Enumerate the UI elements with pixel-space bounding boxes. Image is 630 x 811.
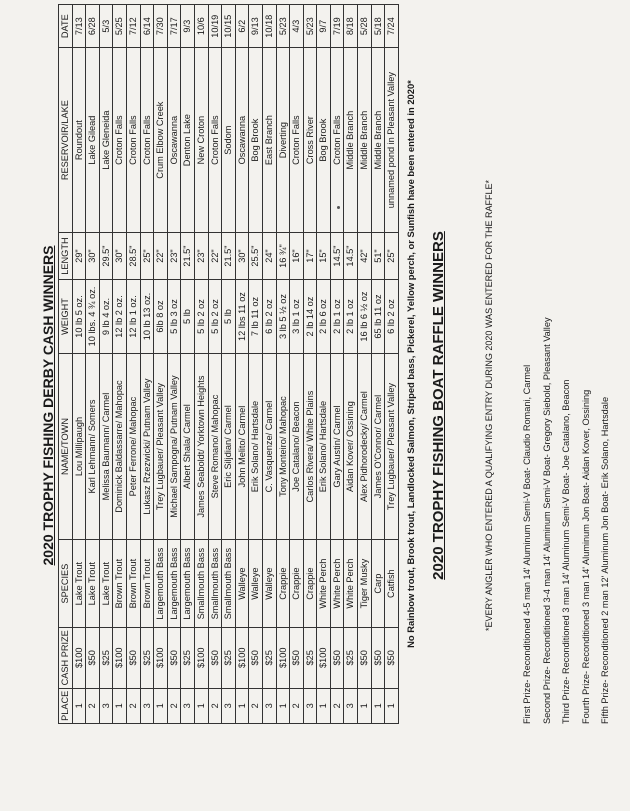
cell-date: 5/25 — [113, 5, 127, 48]
cell-length: 23" — [194, 232, 208, 279]
table-row — [317, 5, 331, 724]
table-row — [99, 5, 113, 724]
cell-reservoir-lake: Sodom — [222, 48, 236, 232]
cell-weight: 10 lb 5 oz. — [72, 280, 86, 354]
cell-weight: 6 lb 2 oz — [262, 280, 276, 354]
cell-weight: 3 lb 5 ½ oz — [276, 280, 290, 354]
cell-length: 23" — [167, 232, 181, 279]
cell-place: 2 — [126, 688, 140, 723]
table-row — [181, 5, 195, 724]
cell-name-town: Erik Solano/ Hartsdale — [249, 353, 263, 539]
cell-species: White Perch — [330, 540, 344, 628]
cell-name-town: Karl Lehmann/ Somers — [86, 353, 100, 539]
cell-date: 4/3 — [290, 5, 304, 48]
cell-reservoir-lake: Croton Falls — [290, 48, 304, 232]
cell-name-town: James O'Connor/ Carmel — [371, 353, 385, 539]
cell-cash-prize: $25 — [344, 627, 358, 688]
cell-species: Smallmouth Bass — [222, 540, 236, 628]
table-row — [126, 5, 140, 724]
cell-weight: 9 lb 4 oz. — [99, 280, 113, 354]
cell-length: 14.5" — [330, 232, 344, 279]
cell-place: 1 — [317, 688, 331, 723]
table-row — [72, 5, 86, 724]
cell-length: 21.5" — [181, 232, 195, 279]
cell-length: 16" — [290, 232, 304, 279]
cell-length: 24" — [262, 232, 276, 279]
cell-species: Brown Trout — [140, 540, 154, 628]
table-row — [330, 5, 344, 724]
prize-first: First Prize- Reconditioned 4-5 man 14' Aluminum Semi-V Boat- Claudio Romani, Carmel — [522, 364, 532, 724]
cell-reservoir-lake: East Branch — [262, 48, 276, 232]
cell-reservoir-lake: Middle Branch — [371, 48, 385, 232]
cell-name-town: Melissa Baumann/ Carmel — [99, 353, 113, 539]
cell-cash-prize: $50 — [86, 627, 100, 688]
header-reservoir-lake: RESERVOIR/LAKE — [59, 48, 73, 232]
cell-length: 42" — [358, 232, 372, 279]
cell-cash-prize: $50 — [385, 627, 399, 688]
cell-species: Brown Trout — [126, 540, 140, 628]
cell-reservoir-lake: Croton Falls — [330, 48, 344, 232]
cell-date: 5/3 — [99, 5, 113, 48]
cell-place: 1 — [154, 688, 168, 723]
cell-length: 25.5" — [249, 232, 263, 279]
cell-length: 15" — [317, 232, 331, 279]
cell-name-town: Lukasz Rzezwicki/ Putnam Valley — [140, 353, 154, 539]
cell-place: 2 — [86, 688, 100, 723]
table-row — [385, 5, 399, 724]
cell-weight: 3 lb 1 oz — [290, 280, 304, 354]
cell-place: 1 — [194, 688, 208, 723]
cell-date: 9/13 — [249, 5, 263, 48]
cell-reservoir-lake: Denton Lake — [181, 48, 195, 232]
cell-length: 51" — [371, 232, 385, 279]
cell-date: 7/13 — [72, 5, 86, 48]
cell-date: 10/18 — [262, 5, 276, 48]
cell-date: 8/18 — [344, 5, 358, 48]
table-row — [86, 5, 100, 724]
cell-place: 1 — [385, 688, 399, 723]
cell-reservoir-lake: Croton Falls — [140, 48, 154, 232]
cell-cash-prize: $25 — [181, 627, 195, 688]
header-length: LENGTH — [59, 232, 73, 279]
prize-third: Third Prize- Reconditioned 3 man 14' Aluminum Semi-V Boat- Joe Catalano, Beacon — [561, 379, 571, 724]
cell-name-town: C. Vasquenze/ Carmel — [262, 353, 276, 539]
cell-reservoir-lake: Croton Falls — [126, 48, 140, 232]
cell-name-town: James Seaboldt/ Yorktown Heights — [194, 353, 208, 539]
cell-name-town: Carlos Rivera/ White Plains — [303, 353, 317, 539]
table-header-row — [59, 5, 73, 724]
prize-fourth: Fourth Prize- Reconditioned 3 man 14' Aluminum Jon Boat- Aidan Kover, Ossining — [580, 389, 591, 724]
table-row — [154, 5, 168, 724]
cell-name-town: Aidan Kover/ Ossining — [344, 353, 358, 539]
cell-length: 22" — [208, 232, 222, 279]
table-body — [72, 5, 398, 724]
cell-species: Catfish — [385, 540, 399, 628]
cell-reservoir-lake: Bog Brook — [249, 48, 263, 232]
cell-date: 10/15 — [222, 5, 236, 48]
cell-name-town: Peter Ferrone/ Mahopac — [126, 353, 140, 539]
table-row — [358, 5, 372, 724]
cell-cash-prize: $50 — [330, 627, 344, 688]
cell-cash-prize: $25 — [303, 627, 317, 688]
cell-cash-prize: $50 — [208, 627, 222, 688]
cell-name-town: Gary Austin/ Carmel — [330, 353, 344, 539]
cell-date: 9/7 — [317, 5, 331, 48]
cell-name-town: Trey Lugbauer/ Pleasant Valley — [154, 353, 168, 539]
cell-cash-prize: $100 — [72, 627, 86, 688]
cell-weight: 65 lb 11 oz — [371, 280, 385, 354]
cell-place: 3 — [99, 688, 113, 723]
table-row — [194, 5, 208, 724]
cell-species: Walleye — [249, 540, 263, 628]
cell-length: 22" — [154, 232, 168, 279]
cell-weight: 5 lb 3 oz — [167, 280, 181, 354]
cell-cash-prize: $100 — [235, 627, 249, 688]
cell-date: 7/12 — [126, 5, 140, 48]
cell-species: Smallmouth Bass — [194, 540, 208, 628]
header-date: DATE — [59, 5, 73, 48]
cell-cash-prize: $100 — [194, 627, 208, 688]
cell-date: 6/2 — [235, 5, 249, 48]
cell-place: 3 — [344, 688, 358, 723]
cell-date: 7/17 — [167, 5, 181, 48]
cell-reservoir-lake: unnamed pond in Pleasant Valley — [385, 48, 399, 232]
header-place: PLACE — [59, 688, 73, 723]
cell-species: Tiger Musky — [358, 540, 372, 628]
cell-weight: 12 lbs 11 oz — [235, 280, 249, 354]
cell-place: 3 — [140, 688, 154, 723]
cell-name-town: Joe Catalano/ Beacon — [290, 353, 304, 539]
cell-place: 2 — [167, 688, 181, 723]
cell-name-town: Trey Lugbauer/ Pleasant Valley — [385, 353, 399, 539]
cell-date: 7/24 — [385, 5, 399, 48]
cell-name-town: Albert Shala/ Carmel — [181, 353, 195, 539]
cell-name-town: Tony Monteiro/ Mahopac — [276, 353, 290, 539]
cell-weight: 6 lb 2 oz — [385, 280, 399, 354]
cell-cash-prize: $50 — [358, 627, 372, 688]
cell-weight: 2 lb 1 oz — [330, 280, 344, 354]
cell-species: Crappie — [290, 540, 304, 628]
cell-weight: 5 lb 2 oz — [208, 280, 222, 354]
cell-length: 30" — [86, 232, 100, 279]
cell-place: 1 — [358, 688, 372, 723]
cell-place: 2 — [249, 688, 263, 723]
cell-reservoir-lake: Oscawanna — [167, 48, 181, 232]
cell-place: 1 — [113, 688, 127, 723]
cell-weight: 16 lb 6 ½ oz — [358, 280, 372, 354]
cell-reservoir-lake: Middle Branch — [358, 48, 372, 232]
table-row — [290, 5, 304, 724]
derby-winners-table — [58, 4, 399, 724]
cell-species: Largemouth Bass — [181, 540, 195, 628]
table-row — [208, 5, 222, 724]
cell-length: 28.5" — [126, 232, 140, 279]
cell-date: 5/23 — [276, 5, 290, 48]
prize-fifth: Fifth Prize- Reconditioned 2 man 12' Aluminum Jon Boat- Erik Solano, Hartsdale — [600, 396, 610, 724]
cell-date: 5/23 — [303, 5, 317, 48]
cell-cash-prize: $25 — [99, 627, 113, 688]
cell-cash-prize: $25 — [140, 627, 154, 688]
cell-place: 2 — [330, 688, 344, 723]
cell-place: 3 — [222, 688, 236, 723]
table-row — [113, 5, 127, 724]
cell-date: 6/28 — [86, 5, 100, 48]
cell-reservoir-lake: Crum Elbow Creek — [154, 48, 168, 232]
cell-name-town: Dominick Baldassarre/ Mahopac — [113, 353, 127, 539]
table-row — [344, 5, 358, 724]
cell-length: 29" — [72, 232, 86, 279]
cell-reservoir-lake: New Croton — [194, 48, 208, 232]
cell-weight: 12 lb 1 oz. — [126, 280, 140, 354]
cell-place: 1 — [371, 688, 385, 723]
cell-reservoir-lake: Oscawanna — [235, 48, 249, 232]
cell-place: 3 — [303, 688, 317, 723]
cell-reservoir-lake: Cross River — [303, 48, 317, 232]
cell-species: Walleye — [262, 540, 276, 628]
table-row — [249, 5, 263, 724]
cell-species: Smallmouth Bass — [208, 540, 222, 628]
cell-species: Walleye — [235, 540, 249, 628]
cell-weight: 2 lb 14 oz — [303, 280, 317, 354]
cell-name-town: Erik Solano/ Hartsdale — [317, 353, 331, 539]
cell-reservoir-lake: Middle Branch — [344, 48, 358, 232]
cell-cash-prize: $100 — [317, 627, 331, 688]
cell-length: 25" — [385, 232, 399, 279]
cell-name-town: Michael Sampogna/ Putnam Valley — [167, 353, 181, 539]
cell-weight: 5 lb — [222, 280, 236, 354]
cell-reservoir-lake: Diverting — [276, 48, 290, 232]
cell-cash-prize: $25 — [262, 627, 276, 688]
cell-cash-prize: $50 — [249, 627, 263, 688]
cell-species: Largemouth Bass — [167, 540, 181, 628]
cell-species: White Perch — [344, 540, 358, 628]
cell-length: 30" — [235, 232, 249, 279]
cell-species: Brown Trout — [113, 540, 127, 628]
table-row — [222, 5, 236, 724]
table-row — [140, 5, 154, 724]
cell-species: Lake Trout — [99, 540, 113, 628]
cell-weight: 10 lbs. 4 ¾ oz. — [86, 280, 100, 354]
table-row — [167, 5, 181, 724]
cell-length: 25" — [140, 232, 154, 279]
table-row — [303, 5, 317, 724]
cell-name-town: John Melito/ Carmel — [235, 353, 249, 539]
cell-place: 1 — [72, 688, 86, 723]
cell-species: Crappie — [276, 540, 290, 628]
cell-date: 7/19 — [330, 5, 344, 48]
cell-length: 17" — [303, 232, 317, 279]
cell-name-town: Eric Siljdian/ Carmel — [222, 353, 236, 539]
species-note: No Rainbow trout, Brook trout, Landlocked Salmon, Striped bass, Pickerel, Yellow perch, or Sunfish have been entered in 2020* — [405, 80, 416, 648]
cell-reservoir-lake: Bog Brook — [317, 48, 331, 232]
header-cash-prize: CASH PRIZE — [59, 627, 73, 688]
cell-reservoir-lake: Croton Falls — [113, 48, 127, 232]
cell-species: Lake Trout — [72, 540, 86, 628]
cell-reservoir-lake: Roundout — [72, 48, 86, 232]
cell-cash-prize: $50 — [290, 627, 304, 688]
cell-date: 6/14 — [140, 5, 154, 48]
cell-name-town: Alex Pidhorodecky/ Carmel — [358, 353, 372, 539]
cell-length: 16 ¾" — [276, 232, 290, 279]
header-name-town: NAME/TOWN — [59, 353, 73, 539]
table-row — [276, 5, 290, 724]
cell-species: Carp — [371, 540, 385, 628]
cell-place: 3 — [262, 688, 276, 723]
cell-species: Lake Trout — [86, 540, 100, 628]
cell-weight: 10 lb 13 oz. — [140, 280, 154, 354]
cell-place: 3 — [181, 688, 195, 723]
cell-place: 1 — [276, 688, 290, 723]
cell-length: 30" — [113, 232, 127, 279]
cell-weight: 12 lb 2 oz. — [113, 280, 127, 354]
cell-name-town: Lou Millipaugh — [72, 353, 86, 539]
table-row — [262, 5, 276, 724]
cell-length: 21.5" — [222, 232, 236, 279]
table-row — [235, 5, 249, 724]
cell-weight: 2 lb 1 oz — [344, 280, 358, 354]
derby-title: 2020 TROPHY FISHING DERBY CASH WINNERS — [40, 245, 56, 566]
cell-weight: 2 lb 6 oz — [317, 280, 331, 354]
raffle-note: *EVERY ANGLER WHO ENTERED A QUALIFYING ENTRY DURING 2020 WAS ENTERED FOR THE RAFFLE* — [484, 180, 494, 631]
cell-weight: 7 lb 11 oz — [249, 280, 263, 354]
cell-length: 29.5" — [99, 232, 113, 279]
cell-date: 5/28 — [358, 5, 372, 48]
cell-reservoir-lake: Croton Falls — [208, 48, 222, 232]
cell-species: White Perch — [317, 540, 331, 628]
table-row — [371, 5, 385, 724]
cell-name-town: Steve Romano/ Mahopac — [208, 353, 222, 539]
cell-reservoir-lake: Lake Gilead — [86, 48, 100, 232]
cell-cash-prize: $100 — [276, 627, 290, 688]
cell-reservoir-lake: Lake Gleneida — [99, 48, 113, 232]
cell-place: 2 — [208, 688, 222, 723]
cell-cash-prize: $50 — [167, 627, 181, 688]
cell-date: 10/19 — [208, 5, 222, 48]
header-weight: WEIGHT — [59, 280, 73, 354]
cell-weight: 6lb 8 oz — [154, 280, 168, 354]
cell-cash-prize: $50 — [126, 627, 140, 688]
cell-date: 9/3 — [181, 5, 195, 48]
cell-length: 14.5" — [344, 232, 358, 279]
cell-species: Largemouth Bass — [154, 540, 168, 628]
cell-date: 10/6 — [194, 5, 208, 48]
raffle-prize-list — [518, 317, 616, 724]
cell-cash-prize: $100 — [113, 627, 127, 688]
cell-weight: 5 lb — [181, 280, 195, 354]
cell-cash-prize: $100 — [154, 627, 168, 688]
cell-cash-prize: $50 — [371, 627, 385, 688]
cell-species: Crappie — [303, 540, 317, 628]
raffle-title: 2020 TROPHY FISHING BOAT RAFFLE WINNERS — [430, 231, 447, 580]
prize-second: Second Prize- Reconditioned 3-4 man 14' Aluminum Semi-V Boat- Gregory Siebold, Pleasant Valley — [541, 317, 552, 724]
cell-weight: 5 lb 2 oz — [194, 280, 208, 354]
header-species: SPECIES — [59, 540, 73, 628]
cell-place: 1 — [235, 688, 249, 723]
cell-date: 7/30 — [154, 5, 168, 48]
cell-place: 2 — [290, 688, 304, 723]
cell-cash-prize: $25 — [222, 627, 236, 688]
cell-date: 5/18 — [371, 5, 385, 48]
